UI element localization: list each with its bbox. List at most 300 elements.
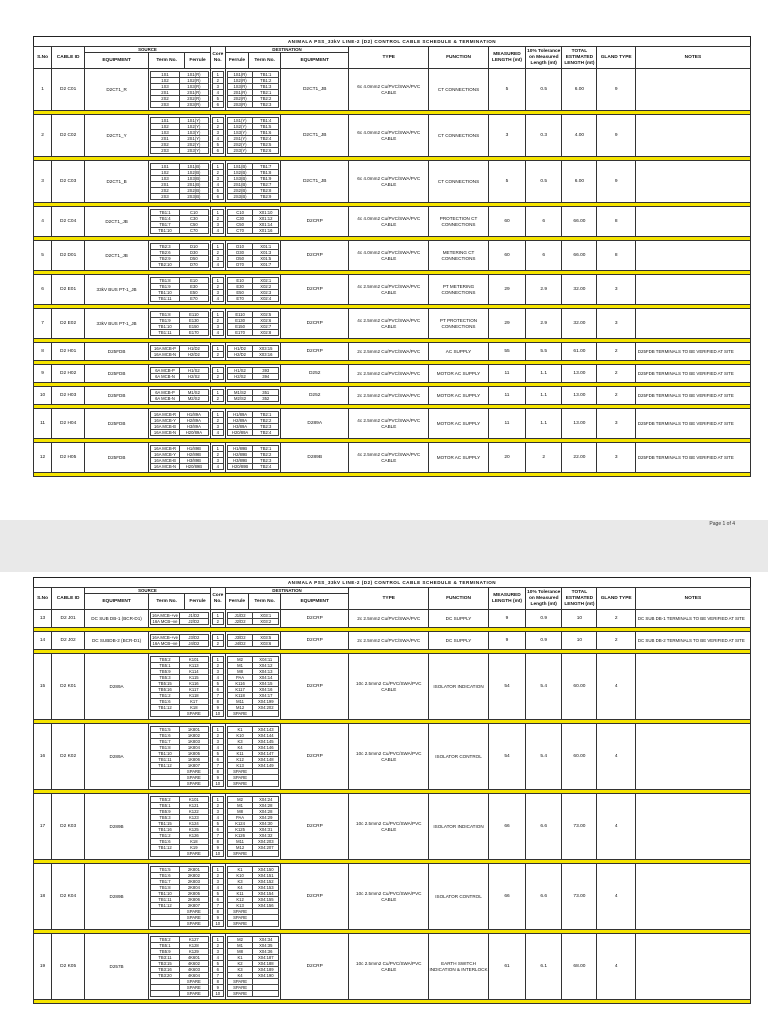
cable-row bbox=[34, 934, 751, 1000]
core-cell: 6 bbox=[212, 827, 223, 833]
tolerance-header: 10% Tolerance on Measured Length (mt) bbox=[526, 588, 562, 610]
core-cell: 2S2(B) bbox=[179, 188, 208, 194]
core-cell: E130 bbox=[179, 318, 208, 324]
source-equipment-cell: D2CT1_JB bbox=[85, 207, 149, 237]
core-cell: 4 bbox=[212, 296, 223, 302]
core-cell: 16A MCB-N bbox=[151, 352, 180, 358]
core-cell: K101 bbox=[179, 657, 208, 663]
core-cell: TB1:4 bbox=[253, 118, 279, 124]
sno-cell: 2 bbox=[34, 115, 52, 157]
measured-length-cell: 11 bbox=[488, 365, 525, 383]
core-row bbox=[151, 352, 209, 358]
core-cell: TB1:9 bbox=[253, 176, 279, 182]
core-cell: SPARE bbox=[179, 979, 208, 985]
gland-type-cell: 9 bbox=[597, 161, 635, 203]
core-cell: 4 bbox=[212, 136, 223, 142]
core-number-table bbox=[212, 612, 224, 625]
core-cell: J2/D2 bbox=[179, 619, 208, 625]
cable-type-cell: 4c 4.0mm2 Cu/PVC/SWA/PVC CABLE bbox=[349, 241, 429, 271]
source-equipment-cell: D25FDB bbox=[85, 387, 149, 405]
core-cell: X01:14 bbox=[253, 222, 279, 228]
core-row bbox=[151, 921, 209, 927]
gland-type-cell: 3 bbox=[597, 409, 635, 439]
dest-ferrule-header: Ferrule bbox=[225, 53, 248, 69]
schedule-page-2 bbox=[0, 572, 768, 1024]
notes-cell bbox=[635, 241, 750, 271]
core-row bbox=[227, 262, 278, 268]
total-length-cell: 66.00 bbox=[562, 207, 597, 237]
dest-terminal-table bbox=[227, 117, 279, 154]
core-row bbox=[212, 641, 223, 647]
core-cell: 6 bbox=[212, 897, 223, 903]
core-cell: 9 bbox=[212, 915, 223, 921]
core-row bbox=[151, 711, 209, 717]
core-cell: 4 bbox=[212, 955, 223, 961]
core-number-cell bbox=[210, 794, 225, 860]
core-cell: X04:32 bbox=[253, 833, 279, 839]
core-cell: 3 bbox=[212, 256, 223, 262]
cable-id-cell: D2 H05 bbox=[52, 443, 85, 473]
core-cell: X04:28 bbox=[253, 809, 279, 815]
tolerance-cell: 6 bbox=[526, 207, 562, 237]
core-row bbox=[227, 711, 278, 717]
source-terminal-table bbox=[150, 411, 209, 436]
core-cell: 3 bbox=[212, 949, 223, 955]
core-cell: 3 bbox=[212, 458, 223, 464]
notes-cell: D25FDB TERMINALS TO BE VERIFIED AT SITE bbox=[635, 387, 750, 405]
core-cell: 6A MCB-N bbox=[151, 374, 180, 380]
core-cell: TB5:3 bbox=[151, 815, 180, 821]
cable-type-cell: 4c 2.5mm2 Cu/PVC/SWA/PVC CABLE bbox=[349, 443, 429, 473]
core-cell: X04:12 bbox=[253, 663, 279, 669]
core-cell: X04:14 bbox=[253, 675, 279, 681]
dest-ferrule-header: Ferrule bbox=[225, 594, 248, 610]
core-cell: 1S2(B) bbox=[179, 170, 208, 176]
core-row bbox=[212, 711, 223, 717]
core-cell: K18 bbox=[179, 839, 208, 845]
total-length-cell: 32.00 bbox=[562, 275, 597, 305]
core-cell: 1S2(B) bbox=[227, 170, 253, 176]
core-cell: TB2:7 bbox=[253, 182, 279, 188]
core-cell: SPARE bbox=[227, 781, 253, 787]
core-cell: 1S3(R) bbox=[179, 84, 208, 90]
dest-terminal-table bbox=[227, 311, 279, 336]
gland-type-cell: 4 bbox=[597, 864, 635, 930]
function-cell: PT PROTECTION CONNECTIONS bbox=[429, 309, 489, 339]
core-row bbox=[212, 921, 223, 927]
core-cell: K114 bbox=[179, 669, 208, 675]
core-cell: 6 bbox=[212, 687, 223, 693]
measured-length-cell: 5 bbox=[488, 69, 525, 111]
notes-cell bbox=[635, 934, 750, 1000]
core-cell: 16A MCB-N bbox=[151, 464, 180, 470]
core-cell: TB1:6 bbox=[151, 699, 180, 705]
core-cell: M2 bbox=[227, 937, 253, 943]
source-terminals-cell bbox=[149, 794, 211, 860]
core-cell: M1 bbox=[227, 803, 253, 809]
function-cell: ISOLATOR CONTROL bbox=[429, 864, 489, 930]
source-equipment-cell: DC SUB DB-1 (BCR-D1) bbox=[85, 610, 149, 628]
source-terminal-table bbox=[150, 445, 209, 470]
core-cell: 1S1 bbox=[151, 164, 180, 170]
core-cell: TB1:16 bbox=[151, 827, 180, 833]
core-row bbox=[212, 781, 223, 787]
dest-terminal-table bbox=[227, 411, 279, 436]
core-number-table bbox=[212, 866, 224, 927]
core-cell: K122 bbox=[179, 809, 208, 815]
core-cell: X02:5 bbox=[253, 312, 279, 318]
cable-id-cell: D2 C04 bbox=[52, 207, 85, 237]
core-cell: 3 bbox=[212, 84, 223, 90]
core-cell: 2S3(B) bbox=[179, 194, 208, 200]
core-cell: 1S1(B) bbox=[179, 164, 208, 170]
cable-row bbox=[34, 161, 751, 203]
source-terminal-table bbox=[150, 726, 209, 787]
core-cell: TB1:2 bbox=[253, 78, 279, 84]
sno-cell: 13 bbox=[34, 610, 52, 628]
source-terminals-cell bbox=[149, 207, 211, 237]
function-cell: ISOLATOR INDICATION bbox=[429, 654, 489, 720]
core-cell: X04:154 bbox=[253, 891, 279, 897]
core-cell bbox=[253, 991, 279, 997]
notes-cell bbox=[635, 794, 750, 860]
dest-equipment-cell: D2CT1_JB bbox=[281, 161, 349, 203]
core-cell: E110 bbox=[179, 312, 208, 318]
tolerance-header: 10% Tolerance on Measured Length (mt) bbox=[526, 47, 562, 69]
source-terminals-cell bbox=[149, 724, 211, 790]
dest-equipment-cell: D289B bbox=[281, 443, 349, 473]
total-length-cell: 60.00 bbox=[562, 654, 597, 720]
core-cell: H2/89A bbox=[179, 418, 208, 424]
core-cell: H2/89A bbox=[227, 418, 253, 424]
core-cell: 2S1(B) bbox=[179, 182, 208, 188]
core-cell: 4K601 bbox=[179, 955, 208, 961]
core-cell: K1 bbox=[227, 727, 253, 733]
cable-id-cell: D2 K03 bbox=[52, 794, 85, 860]
tolerance-cell: 5.4 bbox=[526, 724, 562, 790]
core-row bbox=[151, 262, 209, 268]
cable-type-cell: 10c 2.5mm2 Cu/PVC/SWA/PVC CABLE bbox=[349, 794, 429, 860]
cable-row bbox=[34, 275, 751, 305]
core-number-table bbox=[212, 71, 224, 108]
core-cell: E70 bbox=[179, 296, 208, 302]
dest-equipment-cell: D2CT1_JB bbox=[281, 69, 349, 111]
core-cell: H1/S2 bbox=[227, 368, 253, 374]
core-cell: 3 bbox=[212, 222, 223, 228]
dest-terminals-cell bbox=[225, 409, 280, 439]
core-cell: 3 bbox=[212, 879, 223, 885]
source-terminals-cell bbox=[149, 387, 211, 405]
core-cell: TB1:1 bbox=[253, 72, 279, 78]
core-cell: D30 bbox=[179, 250, 208, 256]
source-terminals-cell bbox=[149, 443, 211, 473]
function-cell: CT CONNECTIONS bbox=[429, 115, 489, 157]
core-number-cell bbox=[210, 409, 225, 439]
core-number-cell bbox=[210, 69, 225, 111]
core-cell: E10 bbox=[227, 278, 253, 284]
core-cell: K126 bbox=[227, 833, 253, 839]
core-cell: 1 bbox=[212, 446, 223, 452]
cable-type-cell: 10c 2.5mm2 Cu/PVC/SWA/PVC CABLE bbox=[349, 934, 429, 1000]
core-cell: 4 bbox=[212, 228, 223, 234]
dest-terminals-cell bbox=[225, 387, 280, 405]
core-row bbox=[151, 430, 209, 436]
core-cell: 2S1(R) bbox=[179, 90, 208, 96]
notes-header: NOTES bbox=[635, 588, 750, 610]
source-terminals-cell bbox=[149, 69, 211, 111]
core-cell: X04:202 bbox=[253, 705, 279, 711]
source-equipment-cell: DC SUBDB-2 (BCR-D1) bbox=[85, 632, 149, 650]
cable-row bbox=[34, 794, 751, 860]
core-cell: 1S1(R) bbox=[227, 72, 253, 78]
separator-band bbox=[34, 1000, 751, 1004]
core-cell: 2 bbox=[212, 284, 223, 290]
core-cell: 1K802 bbox=[179, 733, 208, 739]
core-cell: K12 bbox=[227, 897, 253, 903]
core-cell: X04:148 bbox=[253, 757, 279, 763]
core-cell: TB1:9 bbox=[151, 284, 180, 290]
core-cell: C70 bbox=[227, 228, 253, 234]
core-cell: SPARE bbox=[179, 915, 208, 921]
core-cell: X01:1 bbox=[253, 244, 279, 250]
core-cell: SPARE bbox=[179, 909, 208, 915]
cable-id-cell: D2 D01 bbox=[52, 241, 85, 271]
gland-type-cell: 4 bbox=[597, 724, 635, 790]
core-number-cell bbox=[210, 343, 225, 361]
core-number-table bbox=[212, 389, 224, 402]
cable-id-cell: D2 C02 bbox=[52, 115, 85, 157]
core-cell: SPARE bbox=[179, 769, 208, 775]
core-cell: SPARE bbox=[227, 921, 253, 927]
core-cell: K116 bbox=[227, 681, 253, 687]
core-cell: M11 bbox=[227, 839, 253, 845]
function-cell: PT METERING CONNECTIONS bbox=[429, 275, 489, 305]
core-cell: 8 bbox=[212, 699, 223, 705]
dest-equipment-cell: D2CRP bbox=[281, 309, 349, 339]
core-cell: X04:35 bbox=[253, 943, 279, 949]
tolerance-cell: 5.4 bbox=[526, 654, 562, 720]
core-row bbox=[227, 330, 278, 336]
core-cell: 16A MCB-R bbox=[151, 412, 180, 418]
core-cell: TB1:12 bbox=[151, 705, 180, 711]
core-cell: 3 bbox=[212, 809, 223, 815]
core-cell: TB5:1 bbox=[151, 943, 180, 949]
cable-id-header: CABLE ID bbox=[52, 47, 85, 69]
cable-type-cell: 2c 2.5mm2 Cu/PVC/SWA/PVC bbox=[349, 387, 429, 405]
core-cell: TB1:2 bbox=[151, 693, 180, 699]
notes-cell bbox=[635, 207, 750, 237]
cable-id-header: CABLE ID bbox=[52, 588, 85, 610]
notes-cell: DC SUB DB-1 TERMINALS TO BE VERIFIED AT SITE bbox=[635, 610, 750, 628]
core-row bbox=[227, 641, 278, 647]
gland-type-cell: 2 bbox=[597, 632, 635, 650]
core-cell: 2S2 bbox=[151, 188, 180, 194]
core-number-cell bbox=[210, 241, 225, 271]
source-equipment-cell: D2CT1_Y bbox=[85, 115, 149, 157]
core-cell: E10 bbox=[179, 278, 208, 284]
core-row bbox=[151, 330, 209, 336]
core-cell bbox=[253, 921, 279, 927]
core-cell: 1K801 bbox=[179, 727, 208, 733]
dest-terminals-cell bbox=[225, 309, 280, 339]
core-cell: TB1:10 bbox=[151, 324, 180, 330]
core-cell: X04:34 bbox=[253, 937, 279, 943]
core-cell: 6A MCB-N bbox=[151, 396, 180, 402]
core-cell: 1 bbox=[212, 937, 223, 943]
core-number-cell bbox=[210, 934, 225, 1000]
dest-terminals-cell bbox=[225, 241, 280, 271]
gland-type-cell: 8 bbox=[597, 241, 635, 271]
core-row bbox=[227, 991, 278, 997]
source-group-header: SOURCE bbox=[85, 588, 211, 594]
sno-cell: 7 bbox=[34, 309, 52, 339]
core-cell: TB3:16 bbox=[151, 967, 180, 973]
core-row bbox=[151, 374, 209, 380]
core-cell: K125 bbox=[179, 827, 208, 833]
dest-terminal-table bbox=[227, 209, 279, 234]
dest-terminal-table bbox=[227, 656, 279, 717]
core-cell: 2K807 bbox=[179, 903, 208, 909]
core-cell: 1S2(R) bbox=[227, 78, 253, 84]
core-row bbox=[151, 781, 209, 787]
core-cell: TB2:1 bbox=[253, 446, 279, 452]
core-cell: 4K603 bbox=[179, 967, 208, 973]
core-cell: X01:12 bbox=[253, 216, 279, 222]
source-terminal-table bbox=[150, 936, 209, 997]
source-terminal-table bbox=[150, 796, 209, 857]
core-cell: K118 bbox=[179, 693, 208, 699]
core-cell: 16A MCB-N bbox=[151, 430, 180, 436]
core-number-cell bbox=[210, 632, 225, 650]
source-terminal-table bbox=[150, 277, 209, 302]
function-cell: MOTOR AC SUPPLY bbox=[429, 365, 489, 383]
core-cell: M2 bbox=[227, 797, 253, 803]
source-terminal-table bbox=[150, 367, 209, 380]
measured-length-cell: 11 bbox=[488, 387, 525, 405]
measured-length-cell: 20 bbox=[488, 443, 525, 473]
core-cell: TB1:6 bbox=[151, 839, 180, 845]
core-cell: 16A MCB-Y bbox=[151, 452, 180, 458]
cable-type-cell: 6c 4.0mm2 Cu/PVC/SWA/PVC CABLE bbox=[349, 161, 429, 203]
core-cell: E70 bbox=[227, 296, 253, 302]
cable-id-cell: D2 K05 bbox=[52, 934, 85, 1000]
core-cell: H1/D2 bbox=[179, 346, 208, 352]
core-cell: 4 bbox=[212, 815, 223, 821]
core-cell: X04:24 bbox=[253, 797, 279, 803]
core-cell: C50 bbox=[179, 222, 208, 228]
core-cell: 1S3(B) bbox=[227, 176, 253, 182]
core-cell: 393 bbox=[253, 368, 279, 374]
core-cell: 1S3 bbox=[151, 84, 180, 90]
total-length-header: TOTAL ESTIMATED LENGTH (mt) bbox=[562, 588, 597, 610]
core-cell: 9 bbox=[212, 985, 223, 991]
core-cell: E30 bbox=[179, 284, 208, 290]
source-term-header: Term No. bbox=[149, 594, 185, 610]
core-cell: 2S2(B) bbox=[227, 188, 253, 194]
core-cell: 1 bbox=[212, 118, 223, 124]
core-cell: K115 bbox=[179, 675, 208, 681]
sno-cell: 5 bbox=[34, 241, 52, 271]
core-cell: 2S2(R) bbox=[227, 96, 253, 102]
core-cell: M8 bbox=[227, 669, 253, 675]
total-length-cell: 10 bbox=[562, 632, 597, 650]
cable-type-cell: 2c 2.5mm2 Cu/PVC/SWA/PVC bbox=[349, 632, 429, 650]
dest-terminals-cell bbox=[225, 343, 280, 361]
core-cell: H2/D2 bbox=[227, 352, 253, 358]
core-cell: X04:190 bbox=[253, 973, 279, 979]
source-equipment-cell: D2CT1_B bbox=[85, 161, 149, 203]
core-cell: SPARE bbox=[227, 915, 253, 921]
total-length-cell: 13.00 bbox=[562, 409, 597, 439]
core-cell: K3 bbox=[227, 879, 253, 885]
core-cell: TB2:8 bbox=[253, 188, 279, 194]
dest-terminal-table bbox=[227, 634, 279, 647]
core-number-table bbox=[212, 445, 224, 470]
schedule-sheet bbox=[33, 577, 751, 1004]
sno-cell: 12 bbox=[34, 443, 52, 473]
gland-type-cell: 8 bbox=[597, 207, 635, 237]
core-cell: SPARE bbox=[227, 909, 253, 915]
notes-cell bbox=[635, 654, 750, 720]
cable-type-cell: 4c 2.5mm2 Cu/PVC/SWA/PVC CABLE bbox=[349, 409, 429, 439]
total-length-cell: 73.00 bbox=[562, 794, 597, 860]
core-cell: X03:5 bbox=[253, 635, 279, 641]
core-cell: X03:2 bbox=[253, 619, 279, 625]
core-cell: 10 bbox=[212, 921, 223, 927]
tolerance-cell: 6 bbox=[526, 241, 562, 271]
core-number-table bbox=[212, 163, 224, 200]
core-cell: TB2:4 bbox=[253, 464, 279, 470]
core-cell: 1S3(R) bbox=[227, 84, 253, 90]
core-cell: TB5:2 bbox=[151, 797, 180, 803]
core-cell: X04:152 bbox=[253, 879, 279, 885]
gland-type-cell: 3 bbox=[597, 309, 635, 339]
tolerance-cell: 2.9 bbox=[526, 275, 562, 305]
core-cell: X04:145 bbox=[253, 739, 279, 745]
core-cell: X04:188 bbox=[253, 961, 279, 967]
core-cell: M11 bbox=[227, 699, 253, 705]
core-cell: 2S1 bbox=[151, 90, 180, 96]
measured-length-cell: 5 bbox=[488, 161, 525, 203]
core-cell: H3/89A bbox=[227, 424, 253, 430]
dest-terminal-table bbox=[227, 936, 279, 997]
core-cell: J2/D2 bbox=[227, 619, 253, 625]
core-cell: TB1:12 bbox=[151, 903, 180, 909]
core-cell: 7 bbox=[212, 833, 223, 839]
core-cell: K128 bbox=[179, 943, 208, 949]
core-cell: 3 bbox=[212, 424, 223, 430]
source-equipment-cell: 33kV BUS PT-1_JB bbox=[85, 309, 149, 339]
core-cell: J3/D2 bbox=[179, 635, 208, 641]
notes-cell bbox=[635, 115, 750, 157]
core-cell: M2/S2 bbox=[227, 396, 253, 402]
core-cell: C70 bbox=[179, 228, 208, 234]
core-cell: 1S3 bbox=[151, 176, 180, 182]
cable-id-cell: D2 H01 bbox=[52, 343, 85, 361]
core-cell: 1S3 bbox=[151, 130, 180, 136]
gland-type-cell: 9 bbox=[597, 69, 635, 111]
dest-terminals-cell bbox=[225, 69, 280, 111]
notes-cell bbox=[635, 309, 750, 339]
core-cell: K19 bbox=[179, 845, 208, 851]
core-cell: M2 bbox=[227, 657, 253, 663]
source-equipment-cell: D289B bbox=[85, 794, 149, 860]
dest-terminal-table bbox=[227, 612, 279, 625]
gland-type-cell: 4 bbox=[597, 934, 635, 1000]
cable-row bbox=[34, 387, 751, 405]
core-cell: 2 bbox=[212, 124, 223, 130]
dest-terminal-table bbox=[227, 726, 279, 787]
